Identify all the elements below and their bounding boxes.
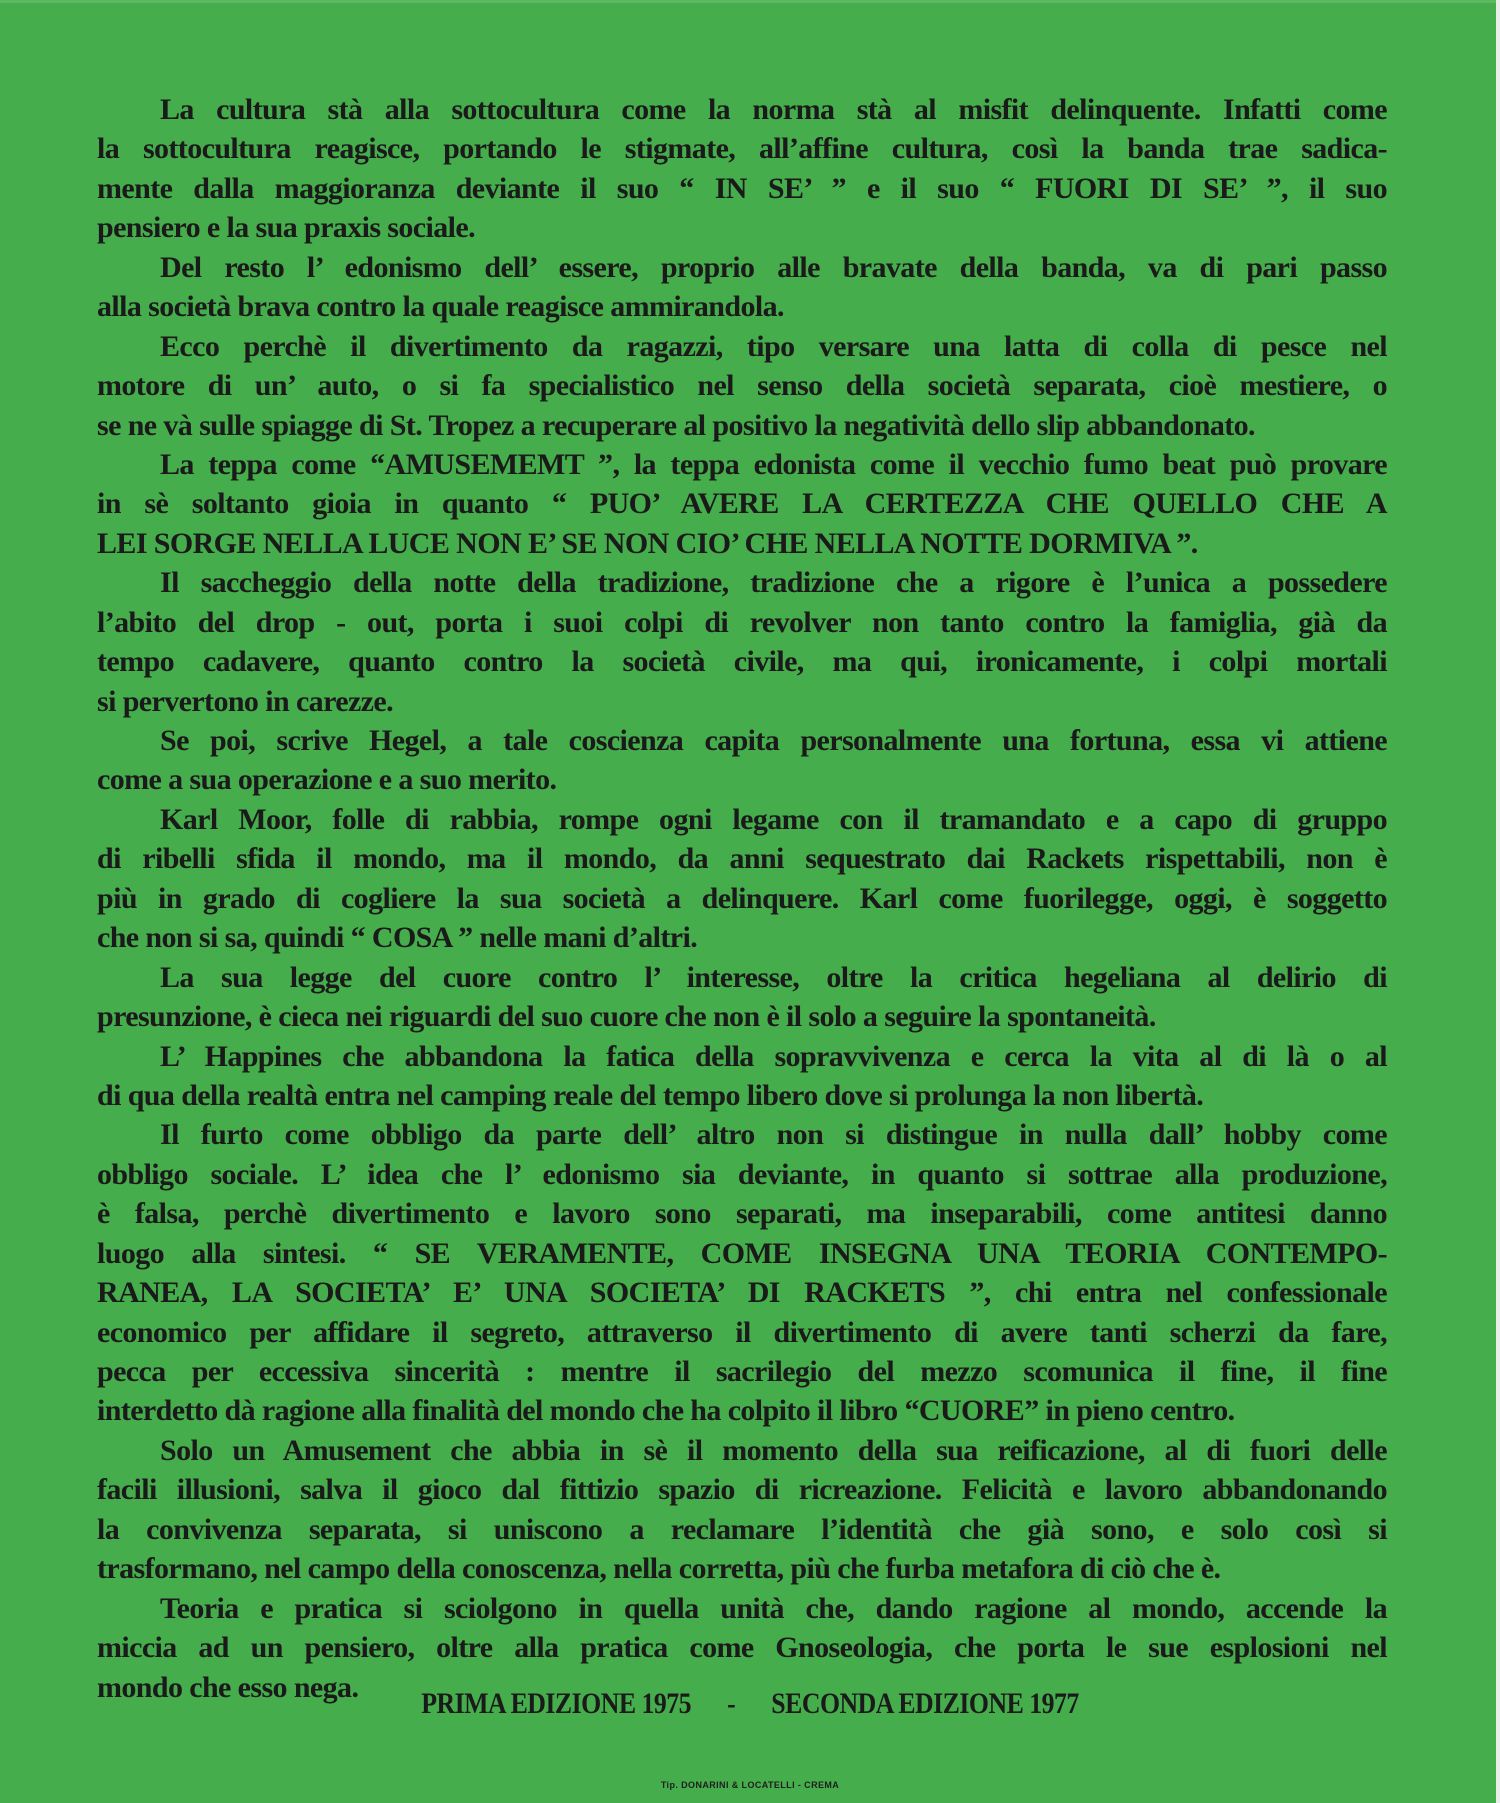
text-line: mente dalla maggioranza deviante il suo “ IN SE’ ” e il suo “ FUORI DI SE’ ”, il suo [97, 171, 1387, 205]
text-line: facili illusioni, salva il gioco dal fittizio spazio di ricreazione. Felicità e lavoro abbandonando [97, 1473, 1387, 1507]
text-line: Ecco perchè il divertimento da ragazzi, tipo versare una latta di colla di pesce nel [160, 329, 1387, 363]
text-line: la sottocultura reagisce, portando le stigmate, all’affine cultura, così la banda trae sadica- [97, 132, 1387, 166]
text-line: interdetto dà ragione alla finalità del mondo che ha colpito il libro “CUORE” in pieno centro. [97, 1394, 1235, 1428]
paragraph [97, 721, 1387, 800]
paragraph [97, 800, 1387, 958]
body-text [97, 90, 1387, 1707]
text-line: come a sua operazione e a suo merito. [97, 763, 557, 797]
text-line: obbligo sociale. L’ idea che l’ edonismo sia deviante, in quanto si sottrae alla produzione, [97, 1157, 1387, 1191]
text-line: in sè soltanto gioia in quanto “ PUO’ AVERE LA CERTEZZA CHE QUELLO CHE A [97, 487, 1387, 521]
text-line: è falsa, perchè divertimento e lavoro sono separati, ma inseparabili, come antitesi danno [97, 1197, 1387, 1231]
text-line: Solo un Amusement che abbia in sè il momento della sua reificazione, al di fuori delle [160, 1433, 1387, 1467]
page-right-edge [1496, 0, 1500, 1803]
paragraph [97, 90, 1387, 248]
text-line: tempo cadavere, quanto contro la società civile, ma qui, ironicamente, i colpi mortali [97, 645, 1387, 679]
page-top-edge [0, 0, 1500, 3]
text-line: pensiero e la sua praxis sociale. [97, 211, 475, 245]
text-line: che non si sa, quindi “ COSA ” nelle mani d’altri. [97, 921, 698, 955]
text-line: si pervertono in carezze. [97, 684, 394, 718]
second-edition: SECONDA EDIZIONE 1977 [771, 1687, 1079, 1720]
text-line: Del resto l’ edonismo dell’ essere, proprio alle bravate della banda, va di pari passo [160, 250, 1387, 284]
text-line: trasformano, nel campo della conoscenza, nella corretta, più che furba metafora di ciò che è. [97, 1552, 1221, 1586]
text-line: Il furto come obbligo da parte dell’ altro non si distingue in nulla dall’ hobby come [160, 1118, 1387, 1152]
paragraph [97, 958, 1387, 1037]
text-line: Karl Moor, folle di rabbia, rompe ogni legame con il tramandato e a capo di gruppo [160, 802, 1387, 836]
paragraph [97, 563, 1387, 721]
paragraph [97, 1037, 1387, 1116]
text-line: pecca per eccessiva sincerità : mentre il sacrilegio del mezzo scomunica il fine, il fine [97, 1355, 1387, 1388]
text-line: miccia ad un pensiero, oltre alla pratica come Gnoseologia, che porta le sue esplosioni nel [97, 1631, 1387, 1665]
first-edition: PRIMA EDIZIONE 1975 [421, 1687, 691, 1720]
text-line: mondo che esso nega. [97, 1670, 359, 1704]
text-line: la convivenza separata, si uniscono a reclamare l’identità che già sono, e solo così si [97, 1512, 1387, 1546]
text-line: RANEA, LA SOCIETA’ E’ UNA SOCIETA’ DI RACKETS ”, chi entra nel confessionale [97, 1276, 1387, 1310]
text-line: presunzione, è cieca nei riguardi del suo cuore che non è il solo a seguire la spontaneità. [97, 1000, 1156, 1034]
text-line: La cultura stà alla sottocultura come la norma stà al misfit delinquente. Infatti come [160, 93, 1387, 126]
text-line: Il saccheggio della notte della tradizione, tradizione che a rigore è l’unica a possedere [160, 566, 1387, 600]
text-line: se ne và sulle spiagge di St. Tropez a recuperare al positivo la negatività dello slip abbandonato. [97, 408, 1255, 442]
edition-line [105, 1687, 1395, 1721]
text-line: di qua della realtà entra nel camping reale del tempo libero dove si prolunga la non libertà. [97, 1078, 1204, 1112]
text-line: economico per affidare il segreto, attraverso il divertimento di avere tanti scherzi da fare, [97, 1315, 1387, 1349]
printer-credit: Tip. DONARINI & LOCATELLI - CREMA [660, 1780, 840, 1790]
edition-separator: - [727, 1687, 736, 1720]
paragraph [97, 1431, 1387, 1589]
text-line: La sua legge del cuore contro l’ interesse, oltre la critica hegeliana al delirio di [160, 960, 1387, 994]
text-line: più in grado di cogliere la sua società a delinquere. Karl come fuorilegge, oggi, è soggetto [97, 881, 1387, 915]
paragraph [97, 248, 1387, 327]
paragraph [97, 327, 1387, 445]
paragraph [97, 445, 1387, 563]
paragraph [97, 1115, 1387, 1431]
text-line: Se poi, scrive Hegel, a tale coscienza capita personalmente una fortuna, essa vi attiene [160, 724, 1387, 757]
text-line: LEI SORGE NELLA LUCE NON E’ SE NON CIO’ CHE NELLA NOTTE DORMIVA ”. [97, 526, 1198, 560]
text-line: L’ Happines che abbandona la fatica della sopravvivenza e cerca la vita al di là o al [160, 1039, 1387, 1073]
text-line: Teoria e pratica si sciolgono in quella unità che, dando ragione al mondo, accende la [160, 1591, 1387, 1625]
text-line: motore di un’ auto, o si fa specialistico nel senso della società separata, cioè mestiere, o [97, 369, 1387, 403]
text-line: luogo alla sintesi. “ SE VERAMENTE, COME INSEGNA UNA TEORIA CONTEMPO- [97, 1236, 1387, 1270]
text-line: l’abito del drop - out, porta i suoi colpi di revolver non tanto contro la famiglia, già da [97, 605, 1387, 639]
text-line: alla società brava contro la quale reagisce ammirandola. [97, 290, 784, 324]
text-line: di ribelli sfida il mondo, ma il mondo, da anni sequestrato dai Rackets rispettabili, non è [97, 842, 1387, 876]
text-line: La teppa come “AMUSEMEMT ”, la teppa edonista come il vecchio fumo beat può provare [160, 447, 1387, 481]
